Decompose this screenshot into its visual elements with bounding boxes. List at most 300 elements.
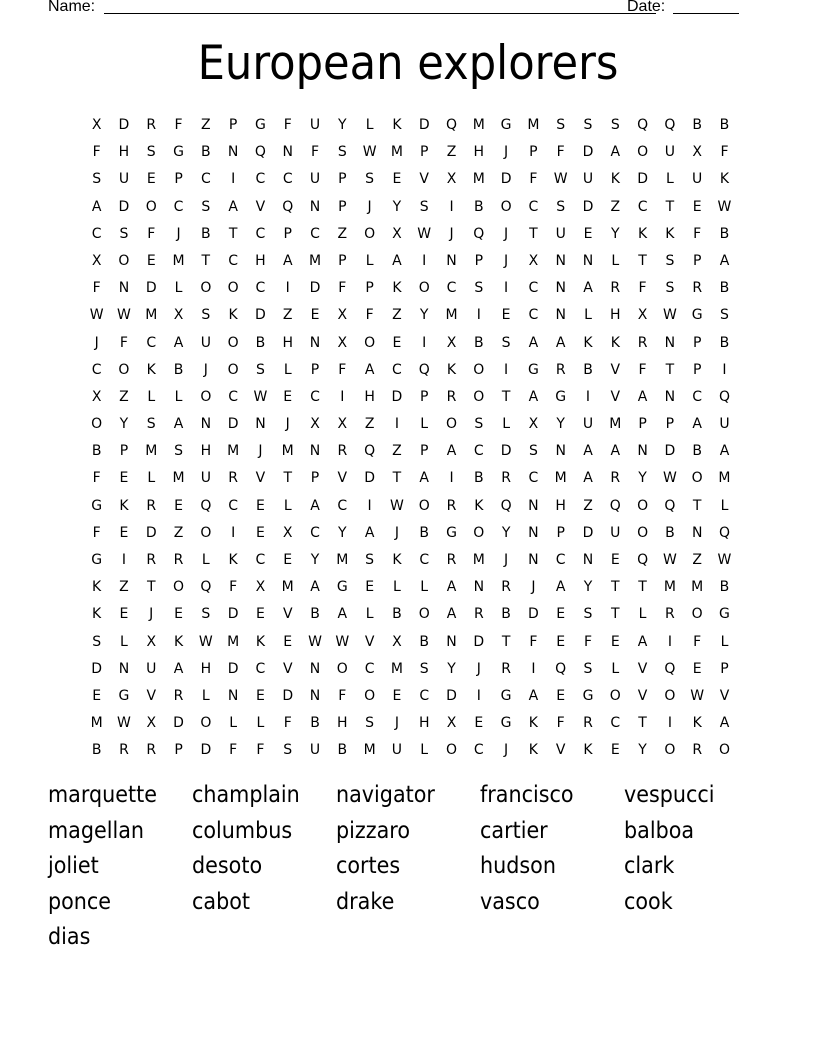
grid-letter[interactable]: O <box>718 742 730 759</box>
grid-letter[interactable]: D <box>200 742 212 759</box>
grid-letter[interactable]: E <box>583 225 593 242</box>
grid-letter[interactable]: H <box>555 497 566 514</box>
grid-letter[interactable]: C <box>255 552 266 568</box>
grid-letter[interactable]: L <box>201 552 210 568</box>
grid-letter[interactable]: M <box>718 470 731 487</box>
grid-letter[interactable]: Q <box>637 552 649 568</box>
grid-letter[interactable]: D <box>582 198 594 215</box>
grid-letter[interactable]: O <box>691 470 703 487</box>
grid-letter[interactable]: B <box>310 606 320 623</box>
grid-letter[interactable]: S <box>92 633 102 650</box>
grid-letter[interactable]: Y <box>611 225 620 242</box>
grid-letter[interactable]: H <box>282 334 293 351</box>
grid-letter[interactable]: G <box>500 687 512 704</box>
grid-letter[interactable]: B <box>91 742 102 759</box>
grid-letter[interactable]: Y <box>119 416 129 433</box>
grid-letter[interactable]: C <box>610 715 621 732</box>
grid-letter[interactable]: F <box>583 633 593 650</box>
grid-letter[interactable]: Y <box>638 470 647 487</box>
grid-letter[interactable]: W <box>253 388 268 405</box>
grid-letter[interactable]: Z <box>364 416 375 433</box>
grid-letter[interactable]: F <box>256 742 265 759</box>
grid-letter[interactable]: G <box>527 361 539 378</box>
grid-letter[interactable]: I <box>121 552 127 568</box>
grid-letter[interactable]: N <box>309 334 321 351</box>
grid-letter[interactable]: P <box>283 225 292 242</box>
grid-letter[interactable]: Q <box>718 388 730 405</box>
grid-letter[interactable]: O <box>145 198 157 215</box>
grid-letter[interactable]: Z <box>201 117 211 133</box>
grid-letter[interactable]: Z <box>119 388 129 405</box>
grid-letter[interactable]: B <box>719 334 730 351</box>
grid-letter[interactable]: I <box>231 171 236 188</box>
grid-letter[interactable]: C <box>473 443 484 460</box>
grid-letter[interactable]: F <box>92 280 101 297</box>
grid-letter[interactable]: V <box>282 660 293 677</box>
grid-letter[interactable]: Q <box>718 524 730 541</box>
grid-letter[interactable]: U <box>200 334 211 351</box>
grid-letter[interactable]: V <box>637 660 648 677</box>
grid-letter[interactable]: P <box>419 388 429 405</box>
grid-letter[interactable]: N <box>255 416 266 433</box>
grid-letter[interactable]: T <box>228 225 238 242</box>
grid-letter[interactable]: T <box>201 252 211 269</box>
grid-letter[interactable]: I <box>476 687 481 704</box>
grid-letter[interactable]: W <box>662 470 677 487</box>
grid-letter[interactable]: A <box>392 252 402 269</box>
grid-letter[interactable]: R <box>146 742 157 759</box>
grid-letter[interactable]: O <box>364 225 376 242</box>
grid-letter[interactable]: H <box>118 144 130 161</box>
grid-letter[interactable]: F <box>283 715 292 732</box>
grid-letter[interactable]: U <box>692 171 703 188</box>
grid-letter[interactable]: O <box>227 361 239 378</box>
grid-letter[interactable]: C <box>528 307 539 324</box>
grid-letter[interactable]: A <box>173 334 184 351</box>
grid-letter[interactable]: V <box>337 470 348 487</box>
grid-letter[interactable]: C <box>446 280 457 297</box>
grid-letter[interactable]: D <box>227 606 239 623</box>
grid-letter[interactable]: N <box>528 497 539 514</box>
grid-letter[interactable]: M <box>145 307 158 324</box>
grid-letter[interactable]: O <box>364 687 376 704</box>
grid-letter[interactable]: J <box>367 198 372 215</box>
grid-letter[interactable]: V <box>282 606 293 623</box>
grid-letter[interactable]: L <box>283 497 292 514</box>
grid-letter[interactable]: M <box>472 117 485 133</box>
grid-letter[interactable]: B <box>474 198 484 215</box>
grid-letter[interactable]: E <box>283 633 293 650</box>
grid-letter[interactable]: U <box>309 171 321 188</box>
grid-letter[interactable]: B <box>719 579 730 596</box>
grid-letter[interactable]: B <box>719 225 730 242</box>
grid-letter[interactable]: E <box>692 198 702 215</box>
grid-letter[interactable]: R <box>446 388 457 405</box>
grid-letter[interactable]: I <box>504 361 509 378</box>
grid-letter[interactable]: Q <box>473 225 485 242</box>
grid-letter[interactable]: O <box>500 198 512 215</box>
grid-letter[interactable]: U <box>309 117 321 133</box>
grid-letter[interactable]: S <box>201 606 211 623</box>
grid-letter[interactable]: Y <box>556 416 565 433</box>
grid-letter[interactable]: S <box>720 307 729 324</box>
grid-letter[interactable]: K <box>392 552 402 568</box>
grid-letter[interactable]: E <box>556 687 566 704</box>
grid-letter[interactable]: T <box>501 388 511 405</box>
grid-letter[interactable]: M <box>663 579 676 596</box>
grid-letter[interactable]: J <box>449 225 454 242</box>
grid-letter[interactable]: T <box>665 361 675 378</box>
grid-letter[interactable]: O <box>473 361 485 378</box>
grid-letter[interactable]: Q <box>282 198 294 215</box>
grid-letter[interactable]: G <box>719 606 730 623</box>
grid-letter[interactable]: J <box>94 334 99 351</box>
grid-letter[interactable]: U <box>582 416 594 433</box>
grid-letter[interactable]: E <box>365 579 375 596</box>
grid-letter[interactable]: S <box>119 225 129 242</box>
grid-letter[interactable]: P <box>310 361 320 378</box>
grid-letter[interactable]: X <box>337 334 348 351</box>
grid-letter[interactable]: C <box>255 171 266 188</box>
grid-letter[interactable]: N <box>528 552 539 568</box>
grid-letter[interactable]: E <box>256 687 265 704</box>
grid-letter[interactable]: F <box>174 117 183 133</box>
grid-letter[interactable]: X <box>392 225 402 242</box>
grid-letter[interactable]: G <box>91 497 103 514</box>
grid-letter[interactable]: Z <box>692 552 702 568</box>
grid-letter[interactable]: G <box>336 579 348 596</box>
grid-letter[interactable]: J <box>203 361 208 378</box>
grid-letter[interactable]: K <box>228 307 238 324</box>
grid-letter[interactable]: A <box>364 361 375 378</box>
grid-letter[interactable]: C <box>528 198 539 215</box>
grid-letter[interactable]: T <box>283 470 292 487</box>
grid-letter[interactable]: I <box>667 633 672 650</box>
grid-letter[interactable]: M <box>145 443 158 460</box>
grid-letter[interactable]: L <box>365 117 374 133</box>
grid-letter[interactable]: G <box>255 117 266 133</box>
grid-letter[interactable]: I <box>449 198 454 215</box>
grid-letter[interactable]: K <box>228 552 238 568</box>
grid-letter[interactable]: N <box>446 633 457 650</box>
grid-letter[interactable]: C <box>419 552 430 568</box>
grid-letter[interactable]: G <box>173 144 184 161</box>
grid-letter[interactable]: A <box>446 606 457 623</box>
grid-letter[interactable]: P <box>310 470 320 487</box>
grid-letter[interactable]: O <box>691 606 703 623</box>
grid-letter[interactable]: R <box>173 687 184 704</box>
grid-letter[interactable]: S <box>365 552 375 568</box>
grid-letter[interactable]: L <box>502 416 510 433</box>
grid-letter[interactable]: S <box>665 252 675 269</box>
grid-letter[interactable]: I <box>285 280 290 297</box>
grid-letter[interactable]: C <box>91 225 102 242</box>
grid-letter[interactable]: L <box>584 307 592 324</box>
grid-letter[interactable]: O <box>227 280 239 297</box>
grid-letter[interactable]: O <box>637 524 649 541</box>
grid-letter[interactable]: L <box>365 252 374 269</box>
grid-letter[interactable]: E <box>256 497 265 514</box>
grid-letter[interactable]: M <box>172 470 185 487</box>
grid-letter[interactable]: M <box>363 742 376 759</box>
grid-letter[interactable]: P <box>529 144 538 161</box>
grid-letter[interactable]: N <box>664 334 676 351</box>
grid-letter[interactable]: L <box>720 633 729 650</box>
grid-letter[interactable]: I <box>667 715 672 732</box>
grid-letter[interactable]: K <box>692 715 702 732</box>
grid-letter[interactable]: E <box>256 524 265 541</box>
grid-letter[interactable]: V <box>719 687 730 704</box>
grid-letter[interactable]: M <box>308 252 322 269</box>
grid-letter[interactable]: O <box>418 497 430 514</box>
grid-letter[interactable]: Q <box>200 497 212 514</box>
grid-letter[interactable]: X <box>91 388 102 405</box>
grid-letter[interactable]: X <box>146 633 157 650</box>
grid-letter[interactable]: N <box>691 524 703 541</box>
grid-letter[interactable]: B <box>474 334 484 351</box>
grid-letter[interactable]: B <box>665 524 675 541</box>
grid-letter[interactable]: V <box>555 742 566 759</box>
grid-letter[interactable]: T <box>501 633 511 650</box>
grid-letter[interactable]: N <box>309 198 321 215</box>
grid-letter[interactable]: T <box>146 579 156 596</box>
grid-letter[interactable]: C <box>91 361 102 378</box>
grid-letter[interactable]: T <box>611 579 620 596</box>
grid-letter[interactable]: K <box>255 633 266 650</box>
grid-letter[interactable]: V <box>610 388 621 405</box>
grid-letter[interactable]: E <box>610 633 620 650</box>
grid-letter[interactable]: R <box>501 579 511 596</box>
grid-letter[interactable]: C <box>392 361 402 378</box>
grid-letter[interactable]: K <box>146 361 156 378</box>
grid-letter[interactable]: D <box>500 443 512 460</box>
grid-letter[interactable]: L <box>120 633 128 650</box>
grid-letter[interactable]: O <box>118 252 130 269</box>
grid-letter[interactable]: D <box>473 633 485 650</box>
grid-letter[interactable]: A <box>446 443 457 460</box>
grid-letter[interactable]: T <box>665 198 675 215</box>
grid-letter[interactable]: X <box>282 524 293 541</box>
grid-letter[interactable]: I <box>585 388 591 405</box>
grid-letter[interactable]: E <box>392 334 402 351</box>
grid-letter[interactable]: P <box>556 524 565 541</box>
grid-letter[interactable]: O <box>664 742 676 759</box>
grid-letter[interactable]: S <box>556 117 566 133</box>
grid-letter[interactable]: O <box>200 715 212 732</box>
grid-letter[interactable]: R <box>610 470 621 487</box>
grid-letter[interactable]: C <box>282 171 293 188</box>
grid-letter[interactable]: P <box>419 443 429 460</box>
grid-letter[interactable]: E <box>174 497 183 514</box>
grid-letter[interactable]: X <box>146 715 157 732</box>
grid-letter[interactable]: H <box>610 307 621 324</box>
grid-letter[interactable]: S <box>610 117 620 133</box>
grid-letter[interactable]: D <box>637 171 648 188</box>
grid-letter[interactable]: S <box>201 307 211 324</box>
grid-letter[interactable]: Q <box>418 361 430 378</box>
grid-letter[interactable]: L <box>365 606 374 623</box>
grid-letter[interactable]: F <box>365 307 374 324</box>
grid-letter[interactable]: Y <box>338 524 347 541</box>
grid-letter[interactable]: M <box>281 579 294 596</box>
grid-letter[interactable]: L <box>147 388 156 405</box>
grid-letter[interactable]: T <box>529 225 538 242</box>
grid-letter[interactable]: P <box>419 144 429 161</box>
grid-letter[interactable]: Q <box>664 497 676 514</box>
grid-letter[interactable]: T <box>692 497 702 514</box>
grid-letter[interactable]: N <box>664 388 676 405</box>
grid-letter[interactable]: A <box>91 198 102 215</box>
grid-letter[interactable]: D <box>309 280 321 297</box>
grid-letter[interactable]: W <box>662 552 677 568</box>
grid-letter[interactable]: N <box>582 552 594 568</box>
grid-letter[interactable]: X <box>91 252 102 269</box>
grid-letter[interactable]: T <box>638 715 647 732</box>
grid-letter[interactable]: O <box>637 144 649 161</box>
grid-letter[interactable]: C <box>473 742 484 759</box>
grid-letter[interactable]: B <box>91 443 102 460</box>
grid-letter[interactable]: A <box>310 497 320 514</box>
grid-letter[interactable]: J <box>176 225 181 242</box>
grid-letter[interactable]: B <box>173 361 184 378</box>
grid-letter[interactable]: I <box>422 252 427 269</box>
grid-letter[interactable]: M <box>227 633 240 650</box>
grid-letter[interactable]: Y <box>447 660 456 677</box>
grid-letter[interactable]: D <box>582 144 594 161</box>
grid-letter[interactable]: F <box>283 117 292 133</box>
grid-letter[interactable]: A <box>173 416 184 433</box>
grid-letter[interactable]: E <box>474 715 484 732</box>
grid-letter[interactable]: K <box>610 171 620 188</box>
grid-letter[interactable]: O <box>473 388 485 405</box>
grid-letter[interactable]: A <box>637 388 648 405</box>
grid-letter[interactable]: H <box>473 144 485 161</box>
grid-letter[interactable]: A <box>282 252 293 269</box>
grid-letter[interactable]: O <box>173 579 185 596</box>
grid-letter[interactable]: K <box>392 280 402 297</box>
grid-letter[interactable]: A <box>610 144 621 161</box>
grid-letter[interactable]: R <box>665 606 675 623</box>
grid-letter[interactable]: F <box>693 633 702 650</box>
grid-letter[interactable]: Q <box>555 660 567 677</box>
grid-letter[interactable]: L <box>611 660 620 677</box>
grid-letter[interactable]: K <box>474 497 484 514</box>
grid-letter[interactable]: R <box>692 742 703 759</box>
grid-letter[interactable]: J <box>394 715 399 732</box>
grid-letter[interactable]: D <box>528 606 539 623</box>
grid-letter[interactable]: E <box>146 171 156 188</box>
date-blank-line[interactable] <box>673 13 739 14</box>
grid-letter[interactable]: B <box>692 117 702 133</box>
grid-letter[interactable]: C <box>255 660 266 677</box>
grid-letter[interactable]: C <box>310 524 320 541</box>
grid-letter[interactable]: E <box>692 660 702 677</box>
grid-letter[interactable]: R <box>146 497 157 514</box>
grid-letter[interactable]: L <box>393 579 401 596</box>
grid-letter[interactable]: U <box>664 144 675 161</box>
grid-letter[interactable]: C <box>310 388 320 405</box>
grid-letter[interactable]: S <box>146 144 156 161</box>
grid-letter[interactable]: D <box>173 715 184 732</box>
grid-letter[interactable]: J <box>285 416 290 433</box>
grid-letter[interactable]: A <box>692 416 702 433</box>
grid-letter[interactable]: N <box>309 443 321 460</box>
grid-letter[interactable]: R <box>146 552 157 568</box>
grid-letter[interactable]: K <box>92 606 102 623</box>
grid-letter[interactable]: R <box>446 497 457 514</box>
grid-letter[interactable]: A <box>610 443 621 460</box>
grid-letter[interactable]: E <box>283 388 293 405</box>
grid-letter[interactable]: Z <box>583 497 593 514</box>
grid-letter[interactable]: O <box>200 280 212 297</box>
grid-letter[interactable]: D <box>500 171 512 188</box>
grid-letter[interactable]: D <box>118 198 130 215</box>
grid-letter[interactable]: C <box>419 687 430 704</box>
grid-letter[interactable]: C <box>173 198 184 215</box>
grid-letter[interactable]: S <box>365 171 375 188</box>
grid-letter[interactable]: O <box>445 416 458 433</box>
grid-letter[interactable]: U <box>146 660 157 677</box>
grid-letter[interactable]: M <box>281 443 294 460</box>
grid-letter[interactable]: H <box>200 660 212 677</box>
grid-letter[interactable]: S <box>528 443 538 460</box>
grid-letter[interactable]: E <box>119 524 129 541</box>
grid-letter[interactable]: K <box>637 225 648 242</box>
grid-letter[interactable]: F <box>229 742 238 759</box>
grid-letter[interactable]: H <box>337 715 348 732</box>
grid-letter[interactable]: B <box>419 524 430 541</box>
grid-letter[interactable]: P <box>638 416 647 433</box>
grid-letter[interactable]: Q <box>609 497 621 514</box>
grid-letter[interactable]: L <box>420 416 429 433</box>
grid-letter[interactable]: M <box>390 660 403 677</box>
grid-letter[interactable]: E <box>310 307 320 324</box>
grid-letter[interactable]: K <box>92 579 102 596</box>
grid-letter[interactable]: M <box>336 552 349 568</box>
grid-letter[interactable]: M <box>390 144 403 161</box>
grid-letter[interactable]: C <box>146 334 157 351</box>
grid-letter[interactable]: C <box>692 388 703 405</box>
grid-letter[interactable]: K <box>528 715 538 732</box>
grid-letter[interactable]: J <box>504 252 509 269</box>
grid-letter[interactable]: D <box>91 660 103 677</box>
grid-letter[interactable]: O <box>364 334 376 351</box>
grid-letter[interactable]: L <box>720 497 729 514</box>
grid-letter[interactable]: P <box>692 334 702 351</box>
grid-letter[interactable]: F <box>338 280 347 297</box>
grid-letter[interactable]: B <box>474 470 484 487</box>
grid-letter[interactable]: V <box>255 198 266 215</box>
grid-letter[interactable]: F <box>92 524 101 541</box>
grid-letter[interactable]: S <box>419 660 429 677</box>
grid-letter[interactable]: J <box>504 742 509 759</box>
grid-letter[interactable]: W <box>198 633 213 650</box>
grid-letter[interactable]: P <box>119 443 129 460</box>
grid-letter[interactable]: D <box>282 687 294 704</box>
grid-letter[interactable]: B <box>255 334 266 351</box>
grid-letter[interactable]: E <box>92 687 102 704</box>
grid-letter[interactable]: F <box>310 144 320 161</box>
grid-letter[interactable]: X <box>446 171 457 188</box>
grid-letter[interactable]: O <box>91 416 103 433</box>
grid-letter[interactable]: O <box>445 742 458 759</box>
grid-letter[interactable]: E <box>501 307 511 324</box>
grid-letter[interactable]: I <box>476 307 481 324</box>
grid-letter[interactable]: F <box>229 579 238 596</box>
grid-letter[interactable]: D <box>582 524 594 541</box>
grid-letter[interactable]: E <box>610 552 620 568</box>
grid-letter[interactable]: J <box>394 524 399 541</box>
